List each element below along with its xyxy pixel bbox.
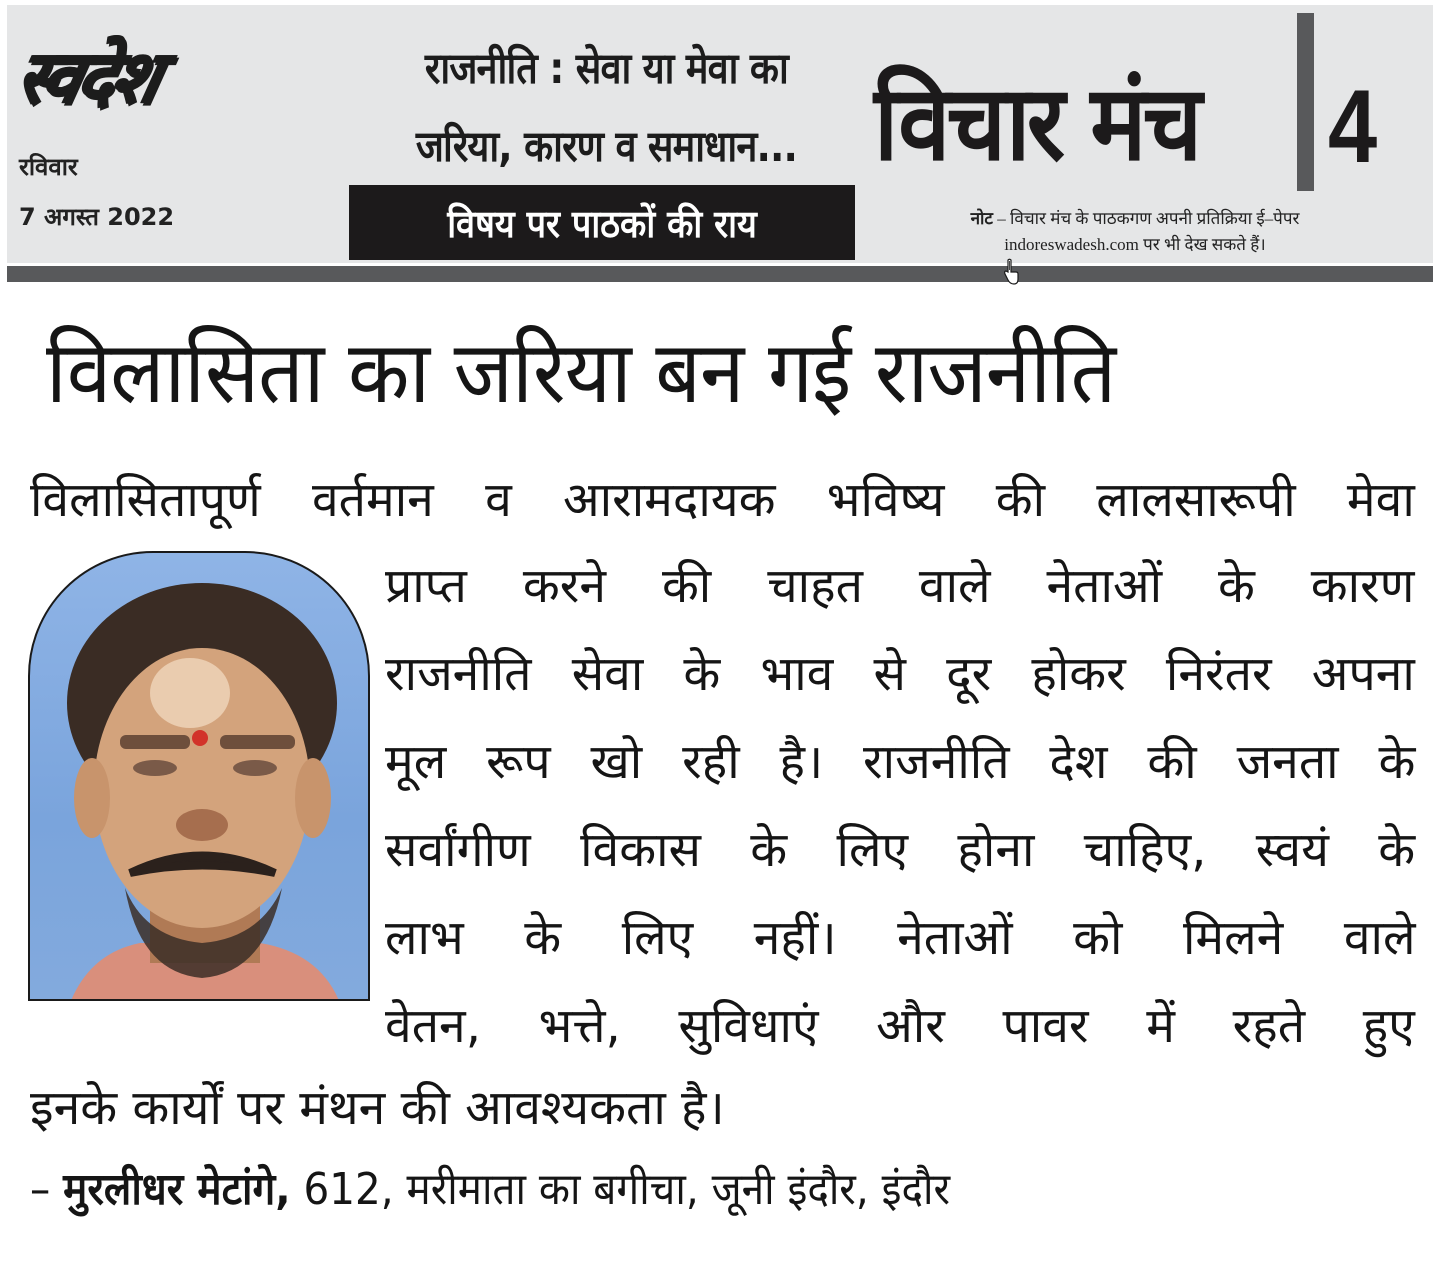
topic-line-1: राजनीति : सेवा या मेवा का bbox=[424, 44, 788, 94]
epaper-note bbox=[920, 206, 1350, 258]
article-line-6: लाभ के लिए नहीं। नेताओं को मिलने वाले bbox=[385, 910, 1416, 966]
article-line-7: वेतन, भत्ते, सुविधाएं और पावर में रहते हुए bbox=[385, 998, 1415, 1054]
topic-line-2: जरिया, कारण व समाधान... bbox=[415, 122, 797, 172]
section-title: विचार मंच bbox=[874, 62, 1199, 184]
byline-address: 612, मरीमाता का बगीचा, जूनी इंदौर, इंदौर bbox=[290, 1164, 951, 1215]
byline-author: मुरलीधर मेटांगे, bbox=[63, 1164, 291, 1215]
article-byline bbox=[30, 1150, 1309, 1230]
article-line-8: इनके कार्यों पर मंथन की आवश्यकता है। bbox=[30, 1080, 725, 1136]
byline-dash: – bbox=[30, 1164, 64, 1215]
discussion-topic bbox=[360, 30, 853, 186]
note-label: नोट bbox=[970, 209, 993, 229]
article-headline: विलासिता का जरिया बन गई राजनीति bbox=[46, 323, 1116, 423]
article-line-2: प्राप्त करने की चाहत वाले नेताओं के कारण bbox=[385, 558, 1415, 614]
masthead-divider-bar-right bbox=[862, 268, 1433, 282]
article-line-3: राजनीति सेवा के भाव से दूर होकर निरंतर अपना bbox=[385, 646, 1415, 702]
article-line-1: विलासितापूर्ण वर्तमान व आरामदायक भविष्य की लालसारूपी मेवा bbox=[30, 472, 1415, 528]
article-line-4: मूल रूप खो रही है। राजनीति देश की जनता के bbox=[385, 734, 1416, 790]
topic-banner bbox=[349, 185, 855, 260]
topic-banner-text: विषय पर पाठकों की राय bbox=[447, 201, 757, 246]
section-divider bbox=[1297, 13, 1314, 191]
page-number: 4 bbox=[1328, 69, 1378, 185]
newspaper-logo: स्वदेश bbox=[8, 32, 167, 121]
note-link-line[interactable]: indoreswadesh.com पर भी देख सकते हैं। bbox=[1004, 235, 1266, 254]
author-portrait-illustration bbox=[30, 553, 370, 1001]
note-text: – विचार मंच के पाठकगण अपनी प्रतिक्रिया ई–पेपर bbox=[992, 209, 1300, 228]
author-photo bbox=[28, 551, 370, 1001]
issue-date: 7 अगस्त 2022 bbox=[19, 203, 175, 231]
article-line-5: सर्वांगीण विकास के लिए होना चाहिए, स्वयं के bbox=[385, 822, 1416, 878]
tilak bbox=[192, 730, 208, 746]
hand-pointer-cursor-icon bbox=[1003, 258, 1019, 286]
issue-day: रविवार bbox=[19, 153, 78, 181]
